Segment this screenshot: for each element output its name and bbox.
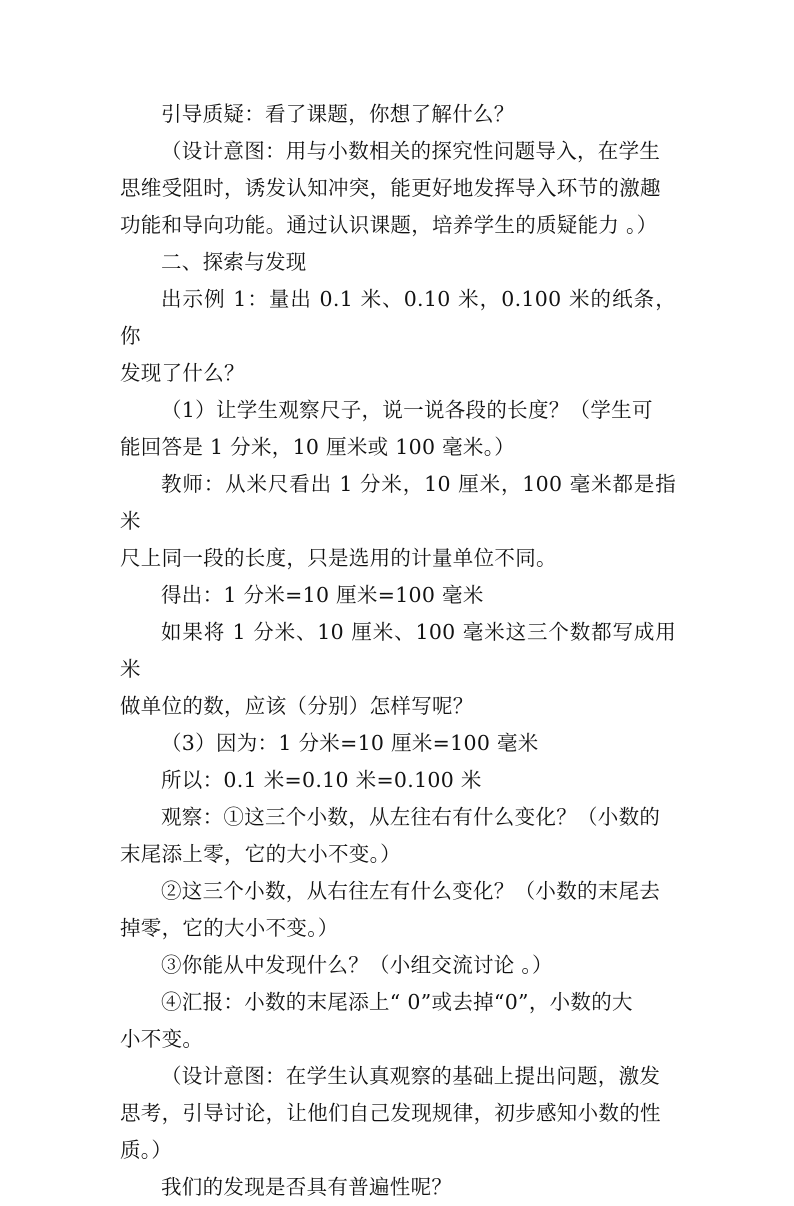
text-line: 所以：0.1 米=0.10 米=0.100 米 [161, 768, 482, 792]
text-line: 出示例 1：量出 0.1 米、0.10 米，0.100 米的纸条，你 [120, 287, 676, 348]
paragraph-step-3 [120, 725, 676, 762]
text-line: ③你能从中发现什么？（小组交流讨论 。） [161, 953, 553, 977]
text-line: 功能和导向功能。通过认识课题，培养学生的质疑能力 。） [120, 213, 658, 237]
text-line: 教师：从米尺看出 1 分米，10 厘米，100 毫米都是指米 [120, 472, 676, 533]
paragraph-question-prompt [120, 96, 676, 133]
text-line: 思维受阻时，诱发认知冲突，能更好地发挥导入环节的激趣 [120, 176, 661, 200]
text-line: ④汇报：小数的末尾添上“ 0”或去掉“0”，小数的大 [161, 990, 633, 1014]
text-line: （设计意图：用与小数相关的探究性问题导入，在学生 [161, 139, 661, 163]
text-line: 观察：①这三个小数，从左往右有什么变化？（小数的 [161, 805, 661, 829]
document-body [120, 96, 676, 1206]
paragraph-generality-question [120, 1169, 676, 1206]
text-line: 引导质疑：看了课题，你想了解什么？ [161, 102, 515, 126]
paragraph-design-intent-2 [120, 1058, 676, 1169]
text-line: 末尾添上零，它的大小不变。） [120, 842, 401, 866]
paragraph-conversion-question [120, 614, 676, 725]
paragraph-example-1 [120, 281, 676, 392]
text-line: （3）因为：1 分米=10 厘米=100 毫米 [161, 731, 539, 755]
paragraph-design-intent-1 [120, 133, 676, 244]
text-line: 我们的发现是否具有普遍性呢？ [161, 1175, 453, 1199]
paragraph-observe-2 [120, 873, 676, 947]
text-line: 能回答是 1 分米，10 厘米或 100 毫米。） [120, 435, 516, 459]
paragraph-step-1 [120, 392, 676, 466]
paragraph-teacher [120, 466, 676, 577]
paragraph-result [120, 577, 676, 614]
text-line: 如果将 1 分米、10 厘米、100 毫米这三个数都写成用米 [120, 620, 676, 681]
text-line: 二、探索与发现 [161, 250, 307, 274]
text-line: 质。） [120, 1138, 173, 1162]
text-line: 尺上同一段的长度，只是选用的计量单位不同。 [120, 546, 557, 570]
text-line: ②这三个小数，从右往左有什么变化？（小数的末尾去 [161, 879, 661, 903]
text-line: （1）让学生观察尺子，说一说各段的长度？（学生可 [161, 398, 653, 422]
paragraph-observe-3 [120, 947, 676, 984]
paragraph-observe-1 [120, 799, 676, 873]
text-line: 做单位的数，应该（分别）怎样写呢？ [120, 694, 474, 718]
text-line: 掉零，它的大小不变。） [120, 916, 339, 940]
text-line: 思考，引导讨论，让他们自己发现规律，初步感知小数的性 [120, 1101, 661, 1125]
paragraph-therefore [120, 762, 676, 799]
text-line: 小不变。 [120, 1027, 204, 1051]
paragraph-report [120, 984, 676, 1058]
text-line: 发现了什么？ [120, 361, 245, 385]
text-line: 得出：1 分米=10 厘米=100 毫米 [161, 583, 484, 607]
text-line: （设计意图：在学生认真观察的基础上提出问题，激发 [161, 1064, 661, 1088]
section-heading [120, 244, 676, 281]
